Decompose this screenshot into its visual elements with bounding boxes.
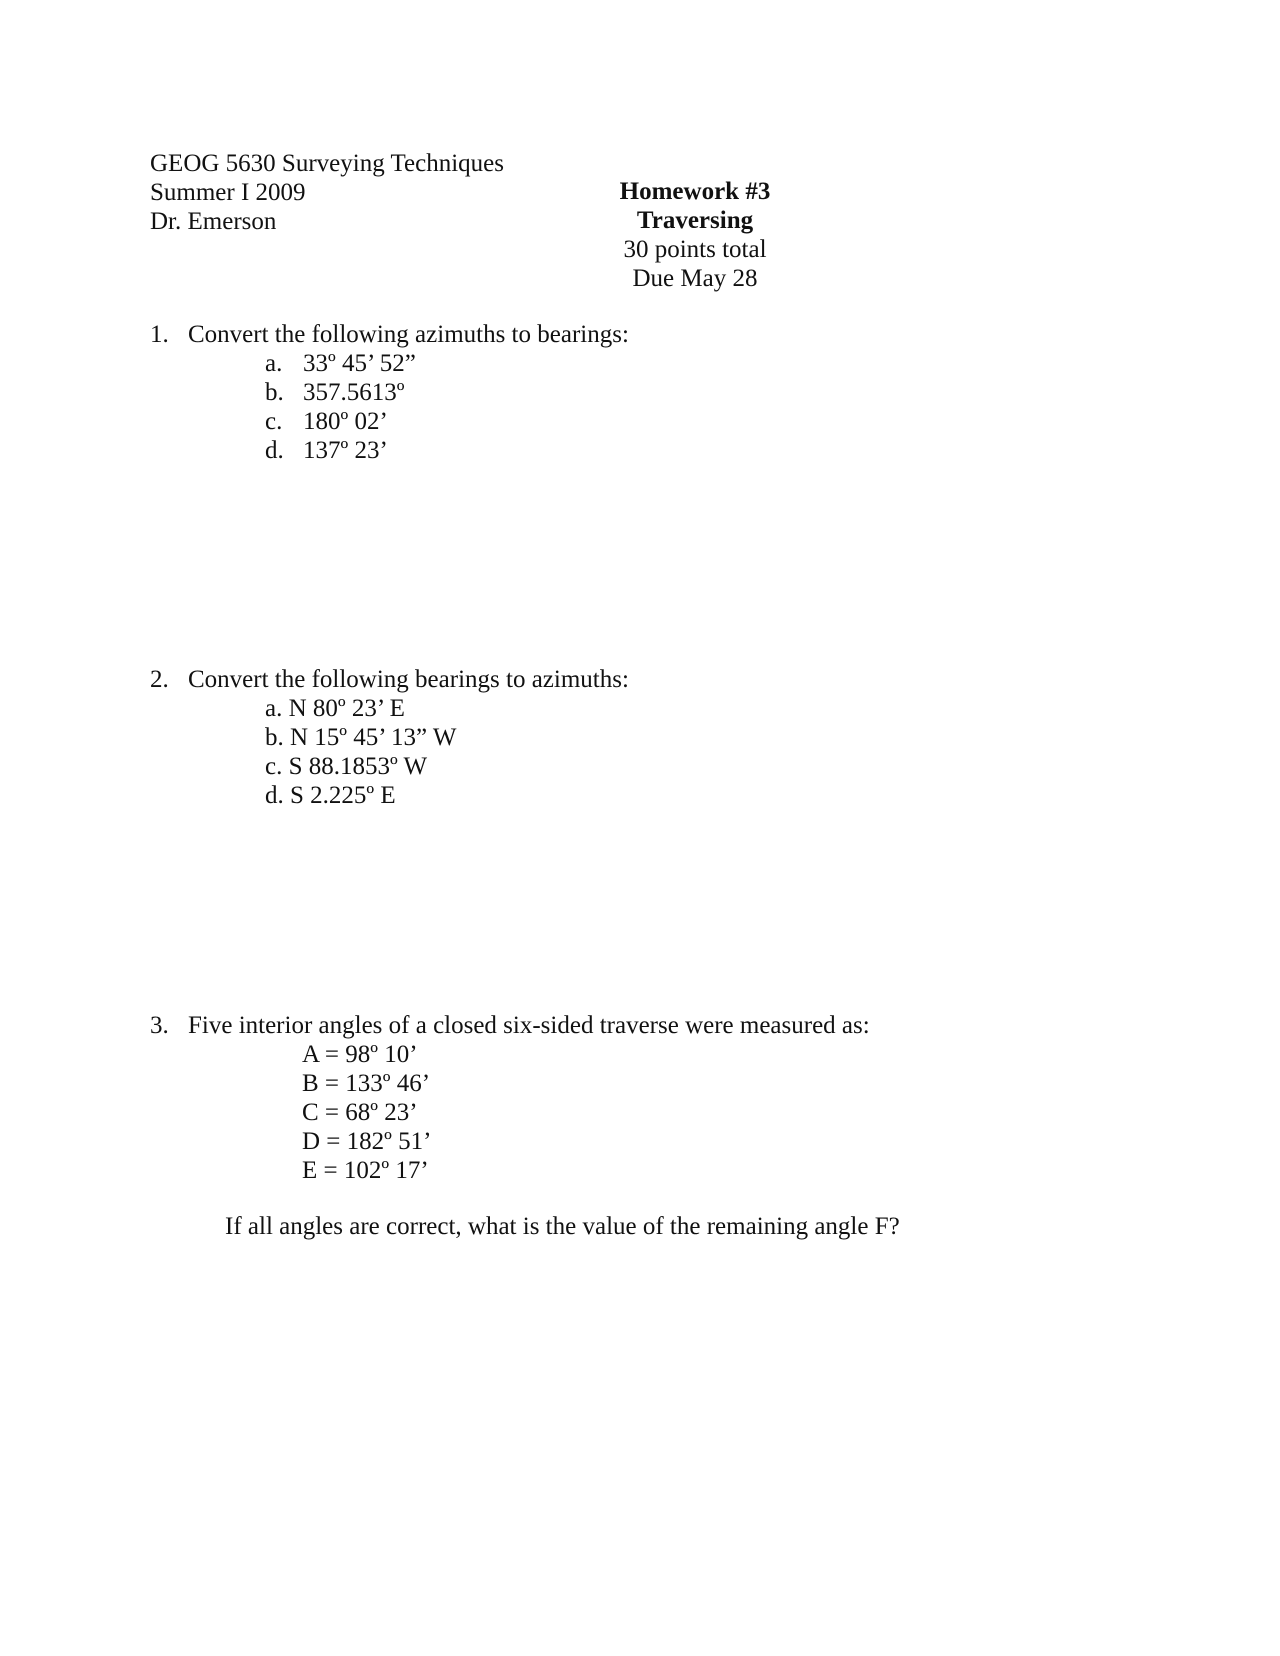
list-item: b. N 15º 45’ 13” W (265, 724, 457, 751)
question-2-prompt: Convert the following bearings to azimuths: (188, 666, 629, 693)
list-item (265, 408, 629, 437)
question-2 (150, 666, 629, 811)
item-value: 33º 45’ 52” (303, 350, 416, 377)
question-1-prompt: Convert the following azimuths to bearings: (188, 321, 629, 348)
list-item (265, 437, 629, 466)
angle-item: D = 182º 51’ (302, 1128, 432, 1155)
assignment-points: 30 points total (623, 236, 767, 263)
item-letter: d. (265, 437, 284, 464)
question-3-angles (302, 1041, 870, 1186)
assignment-title: Homework #3 (619, 178, 771, 205)
item-value: 137º 23’ (303, 437, 388, 464)
question-2-items (265, 695, 629, 811)
instructor-name: Dr. Emerson (150, 208, 277, 235)
angle-item: B = 133º 46’ (302, 1070, 431, 1097)
course-term: Summer I 2009 (150, 179, 306, 206)
list-item: c. S 88.1853º W (265, 753, 428, 780)
question-3 (150, 1012, 870, 1186)
assignment-topic: Traversing (636, 207, 754, 234)
list-item: d. S 2.225º E (265, 782, 396, 809)
course-title: GEOG 5630 Surveying Techniques (150, 150, 504, 177)
angle-item: C = 68º 23’ (302, 1099, 418, 1126)
list-item (265, 350, 629, 379)
question-2-number: 2. (150, 666, 169, 693)
question-1-number: 1. (150, 321, 169, 348)
angle-item: E = 102º 17’ (302, 1157, 429, 1184)
item-letter: b. (265, 379, 284, 406)
item-value: 180º 02’ (303, 408, 388, 435)
item-letter: c. (265, 408, 283, 435)
item-letter: a. (265, 350, 283, 377)
question-3-followup: If all angles are correct, what is the value of the remaining angle F? (225, 1213, 900, 1240)
course-info (150, 150, 504, 237)
question-3-prompt: Five interior angles of a closed six-sided traverse were measured as: (188, 1012, 870, 1039)
assignment-info (580, 178, 810, 294)
angle-item: A = 98º 10’ (302, 1041, 418, 1068)
list-item (265, 379, 629, 408)
question-1 (150, 321, 629, 466)
item-value: 357.5613º (303, 379, 405, 406)
question-3-number: 3. (150, 1012, 169, 1039)
list-item: a. N 80º 23’ E (265, 695, 405, 722)
assignment-due-date: Due May 28 (632, 265, 758, 292)
question-1-items (265, 350, 629, 466)
